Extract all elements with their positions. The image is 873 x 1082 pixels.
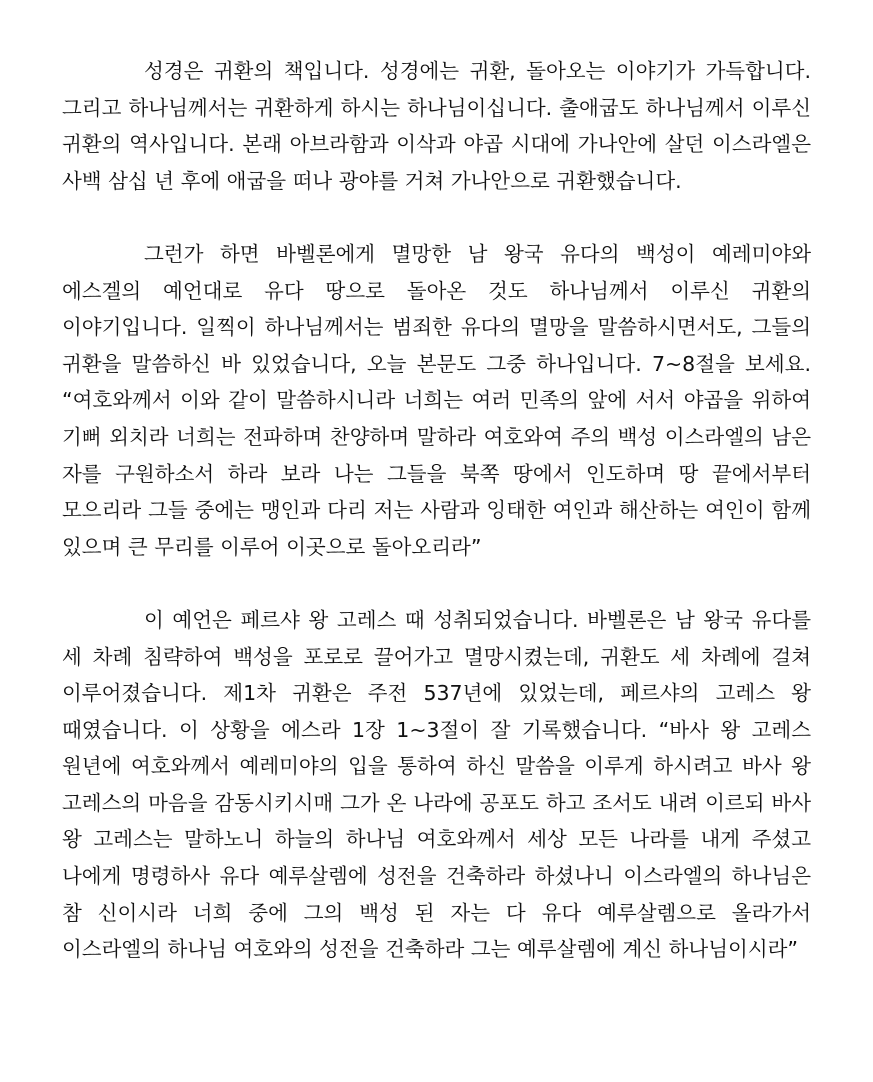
paragraph-spacer — [62, 565, 811, 602]
paragraph-spacer — [62, 199, 811, 236]
paragraph-2: 그런가 하면 바벨론에게 멸망한 남 왕국 유다의 백성이 예레미야와 에스겔의 예언대로 유다 땅으로 돌아온 것도 하나님께서 이루신 귀환의 이야기입니다. 일찍이 하나님께서는 범죄한 유다의 멸망을 말씀하시면서도, 그들의 귀환을 말씀하신 바 있었습니다, 오늘 본문도 그중 하나입니다. 7~8절을 보세요. “여호와께서 이와 같이 말씀하시니라 너희는 여러 민족의 앞에 서서 야곱을 위하여 기뻐 외치라 너희는 전파하며 찬양하며 말하라 여호와여 주의 백성 이스라엘의 남은 자를 구원하소서 하라 보라 나는 그들을 북쪽 땅에서 인도하며 땅 끝에서부터 모으리라 그들 중에는 맹인과 다리 저는 사람과 잉태한 여인과 해산하는 여인이 함께 있으며 큰 무리를 이루어 이곳으로 돌아오리라” — [62, 241, 811, 559]
paragraph-1: 성경은 귀환의 책입니다. 성경에는 귀환, 돌아오는 이야기가 가득합니다. 그리고 하나님께서는 귀환하게 하시는 하나님이십니다. 출애굽도 하나님께서 이루신 귀환의 역사입니다. 본래 아브라함과 이삭과 야곱 시대에 가나안에 살던 이스라엘은 사백 삼십 년 후에 애굽을 떠나 광야를 거쳐 가나안으로 귀환했습니다. — [62, 59, 811, 193]
paragraph-3: 이 예언은 페르샤 왕 고레스 때 성취되었습니다. 바벨론은 남 왕국 유다를 세 차례 침략하여 백성을 포로로 끌어가고 멸망시켰는데, 귀환도 세 차례에 걸쳐 이루어졌습니다. 제1차 귀환은 주전 537년에 있었는데, 페르샤의 고레스 왕 때였습니다. 이 상황을 에스라 1장 1~3절이 잘 기록했습니다. “바사 왕 고레스 원년에 여호와께서 예레미야의 입을 통하여 하신 말씀을 이루게 하시려고 바사 왕 고레스의 마음을 감동시키시매 그가 온 나라에 공포도 하고 조서도 내려 이르되 바사 왕 고레스는 말하노니 하늘의 하나님 여호와께서 세상 모든 나라를 내게 주셨고 나에게 명령하사 유다 예루살렘에 성전을 건축하라 하셨나니 이스라엘의 하나님은 참 신이시라 너희 중에 그의 백성 된 자는 다 유다 예루살렘으로 올라가서 이스라엘의 하나님 여호와의 성전을 건축하라 그는 예루살렘에 계신 하나님이시라” — [62, 607, 811, 962]
